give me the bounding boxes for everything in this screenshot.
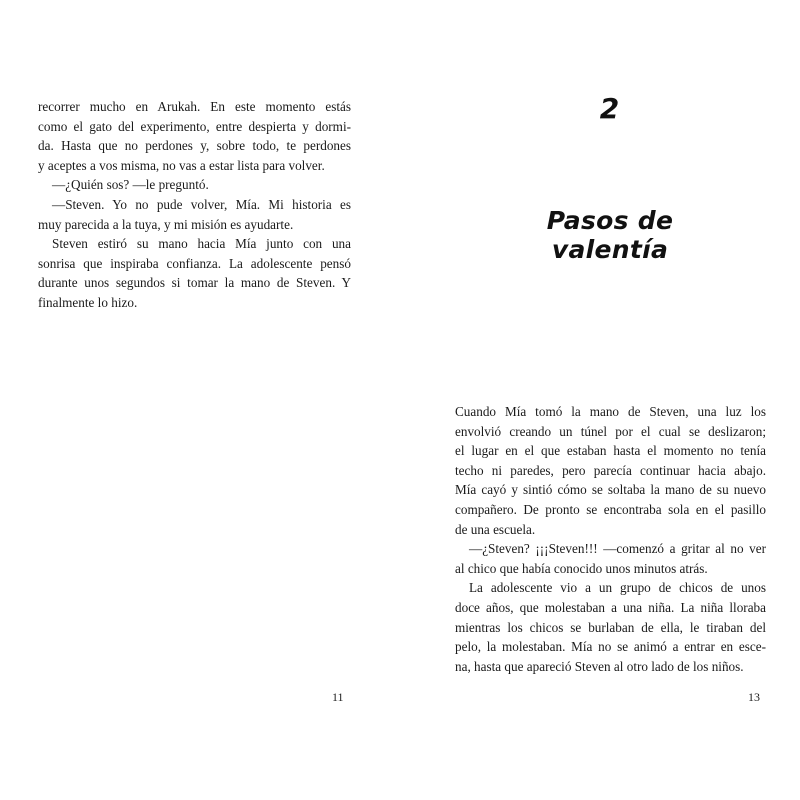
text-line: finalmente lo hizo. — [38, 294, 138, 310]
text-line: durante unos segundos si tomar la mano de Steven. Y — [38, 275, 351, 291]
text-line: Cuando Mía tomó la mano de Steven, una luz los — [455, 404, 766, 419]
text-line: y aceptes a vos misma, no vas a estar lista para volver. — [38, 157, 325, 173]
chapter-title: Pasos de valentía — [546, 206, 674, 264]
left-page-number: 11 — [332, 690, 344, 704]
chapter-number: 2 — [599, 92, 621, 125]
paragraph — [38, 97, 351, 175]
text-line: techo ni paredes, pero parecía continuar hacia abajo. — [455, 462, 766, 478]
text-line: de una escuela. — [455, 521, 536, 537]
paragraph — [455, 578, 766, 676]
text-line: recorrer mucho en Arukah. En este momento estás — [38, 99, 351, 114]
text-line: na, hasta que apareció Steven al otro lado de los niños. — [455, 658, 744, 674]
paragraph — [455, 402, 766, 539]
text-line: envolvió creando un túnel por el cual se deslizaron; — [455, 423, 766, 439]
text-line: mientras los chicos se burlaban de ella, le tiraban del — [455, 619, 766, 635]
right-page-number: 13 — [748, 690, 760, 704]
text-line: pelo, la molestaban. Mía no se animó a entrar en esce- — [455, 639, 766, 655]
text-line: Steven estiró su mano hacia Mía junto con una — [52, 236, 351, 252]
paragraph — [38, 234, 351, 312]
text-line: al chico que había conocido unos minutos atrás. — [455, 560, 708, 576]
text-line: doce años, que molestaban a una niña. La niña lloraba — [455, 599, 766, 615]
text-line: —¿Steven? ¡¡¡Steven!!! —comenzó a gritar al no ver — [469, 541, 766, 557]
paragraph — [38, 175, 351, 195]
text-line: el lugar en el que estaban hasta el momento no tenía — [455, 443, 766, 459]
text-line: da. Hasta que no perdones y, sobre todo, te perdones — [38, 138, 351, 154]
text-line: La adolescente vio a un grupo de chicos de unos — [469, 580, 766, 596]
text-line: muy parecida a la tuya, y mi misión es ayudarte. — [38, 216, 294, 232]
text-line: compañero. De pronto se encontraba sola en el pasillo — [455, 501, 766, 517]
text-line: Mía cayó y sintió cómo se soltaba la mano de su nuevo — [455, 482, 766, 498]
left-page-body-text — [38, 97, 351, 313]
paragraph — [455, 539, 766, 578]
text-line: —¿Quién sos? —le preguntó. — [52, 177, 209, 193]
text-line: como el gato del experimento, entre despierta y dormi- — [38, 118, 351, 134]
paragraph — [38, 195, 351, 234]
text-line: sonrisa que inspiraba confianza. La adolescente pensó — [38, 255, 351, 271]
text-line: —Steven. Yo no pude volver, Mía. Mi historia es — [52, 196, 351, 212]
right-page — [400, 0, 800, 800]
right-page-body-text — [455, 402, 766, 676]
